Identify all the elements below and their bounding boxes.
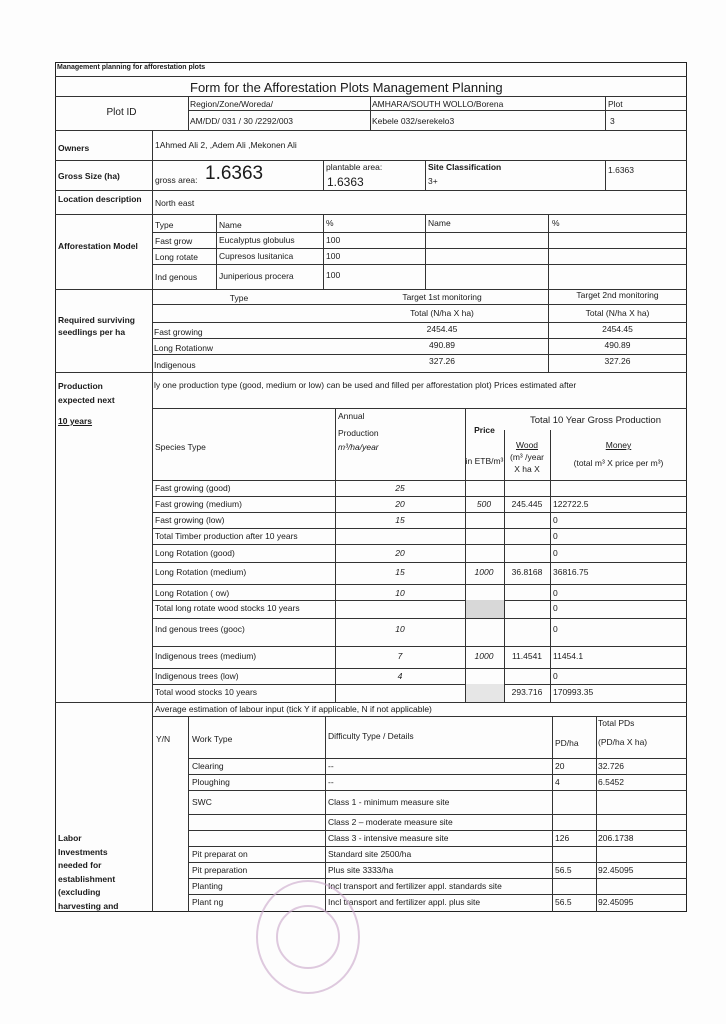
labour-row-detail: Incl transport and fertilizer appl. standards site (328, 881, 502, 891)
production-row-money: 0 (553, 624, 558, 634)
production-row-annual: 20 (395, 548, 405, 558)
annual-header-2: Production (338, 428, 379, 438)
required-row-v1: 2454.45 (426, 324, 458, 334)
production-row-species: Fast growing (good) (155, 483, 231, 493)
required-row-v2: 490.89 (604, 340, 631, 350)
labour-row-detail: Plus site 3333/ha (328, 865, 394, 875)
difficulty-header: Difficulty Type / Details (328, 731, 414, 741)
afforestation-model-label: Afforestation Model (58, 241, 138, 251)
labour-estimation: Average estimation of labour input (tick Y if applicable, N if not applicable) (155, 704, 432, 714)
model-header-name: Name (219, 220, 242, 230)
production-row-wood: 293.716 (511, 687, 543, 697)
production-row-species: Long Rotation ( ow) (155, 588, 230, 598)
production-row-species: Ind genous trees (gooc) (155, 624, 245, 634)
required-type-header: Type (229, 293, 249, 303)
labour-row-total: 92.45095 (598, 865, 634, 875)
required-label: Required surviving seedlings per ha (58, 315, 135, 337)
pdha-header: PD/ha (555, 738, 579, 748)
production-row-annual: 4 (397, 671, 403, 681)
model-row-pct: 100 (326, 251, 341, 261)
money-header-2: (total m³ X price per m³) (573, 458, 664, 468)
gross-area-label: gross area: (155, 175, 198, 185)
model-row-name: Eucalyptus globulus (219, 235, 295, 245)
model-row-type: Fast grow (155, 236, 193, 246)
labour-row-total: 6.5452 (598, 777, 624, 787)
required-row-v2: 327.26 (604, 356, 631, 366)
production-row-species: Long Rotation (good) (155, 548, 235, 558)
gross-area-value: 1.6363 (205, 163, 264, 184)
production-row-wood: 245.445 (511, 499, 543, 509)
labour-row-detail: Class 2 – moderate measure site (328, 817, 453, 827)
required-row-v1: 327.26 (429, 356, 455, 366)
plot-id-label: Plot ID (106, 107, 137, 118)
production-row-wood: 36.8168 (511, 567, 543, 577)
money-header-1: Money (605, 440, 632, 450)
total1-header: Total (N/ha X ha) (410, 308, 474, 318)
plot-value: 3 (610, 116, 615, 126)
labour-row-detail: Class 3 - intensive measure site (328, 833, 449, 843)
total-pds-header-2: (PD/ha X ha) (598, 737, 648, 747)
labour-row-detail: -- (328, 761, 334, 771)
labour-row-pd: 20 (555, 761, 565, 771)
production-row-species: Fast growing (medium) (155, 499, 242, 509)
owners-value: 1Ahmed Ali 2, ,Adem Ali ,Mekonen Ali (155, 140, 297, 150)
production-row-money: 0 (553, 671, 558, 681)
labour-row-work: Pit preparat on (192, 849, 248, 859)
work-type-header: Work Type (192, 734, 233, 744)
plantable-value: 1.6363 (327, 175, 364, 189)
production-row-annual: 15 (395, 567, 405, 577)
location-label: Location description (58, 194, 142, 204)
labour-row-work: Planting (192, 881, 223, 891)
region-value: AMHARA/SOUTH WOLLO/Borena (372, 99, 504, 109)
model-header-pct2: % (552, 218, 560, 228)
labour-row-work: Pit preparation (192, 865, 248, 875)
production-row-annual: 10 (395, 624, 405, 634)
region-label: Region/Zone/Woreda/ (190, 99, 274, 109)
labour-row-total: 206.1738 (598, 833, 634, 843)
labour-row-detail: Class 1 - minimum measure site (328, 797, 450, 807)
site-classification-value: 3+ (428, 176, 438, 186)
site-right-value: 1.6363 (608, 165, 634, 175)
labour-row-work: Clearing (192, 761, 224, 771)
production-row-money: 0 (553, 548, 558, 558)
labour-label: Labor Investments needed for establishment (excluding harvesting and (58, 833, 119, 911)
model-header-name2: Name (428, 218, 451, 228)
plot-code: AM/DD/ 031 / 30 /2292/003 (190, 116, 294, 126)
price-header-2: in ETB/m³ (465, 456, 504, 466)
wood-header-2: (m³ /year (510, 452, 544, 462)
header-small: Management planning for afforestation plots (57, 64, 206, 71)
model-row-pct: 100 (326, 270, 341, 280)
production-row-species: Indigenous trees (low) (155, 671, 239, 681)
form-title: Form for the Afforestation Plots Management Planning (190, 80, 503, 95)
production-row-species: Total long rotate wood stocks 10 years (155, 603, 300, 613)
model-row-name: Cupresos lusitanica (219, 251, 294, 261)
labour-row-total: 92.45095 (598, 897, 634, 907)
production-row-species: Long Rotation (medium) (155, 567, 247, 577)
labour-row-work: SWC (192, 797, 212, 807)
production-row-annual: 10 (395, 588, 405, 598)
labour-row-work: Ploughing (192, 777, 230, 787)
species-type-header: Species Type (155, 442, 206, 452)
labour-row-total: 32.726 (598, 761, 624, 771)
production-label-1: Production (58, 381, 103, 391)
required-row-type: Long Rotationw (154, 343, 214, 353)
labour-row-detail: Standard site 2500/ha (328, 849, 412, 859)
production-row-annual: 25 (395, 483, 405, 493)
required-row-v1: 490.89 (429, 340, 455, 350)
labour-row-detail: -- (328, 777, 334, 787)
annual-header-1: Annual (338, 411, 365, 421)
model-row-type: Long rotate (155, 252, 199, 262)
production-row-wood: 11.4541 (511, 651, 543, 661)
production-row-species: Fast growing (low) (155, 515, 225, 525)
site-classification-label: Site Classification (428, 162, 502, 172)
labour-row-pd: 126 (555, 833, 570, 843)
model-row-pct: 100 (326, 235, 341, 245)
model-row-type: Ind genous (155, 272, 198, 282)
target1-header: Target 1st monitoring (402, 292, 482, 302)
labour-row-detail: Incl transport and fertilizer appl. plus site (328, 897, 481, 907)
model-header-type: Type (155, 220, 174, 230)
production-row-money: 0 (553, 603, 558, 613)
production-row-money: 122722.5 (553, 499, 589, 509)
plantable-label: plantable area: (326, 162, 383, 172)
production-row-money: 170993.35 (553, 687, 594, 697)
required-row-type: Fast growing (154, 327, 203, 337)
production-row-money: 11454.1 (553, 651, 584, 661)
production-row-money: 0 (553, 515, 558, 525)
wood-header-1: Wood (515, 440, 539, 450)
production-row-price: 1000 (474, 567, 494, 577)
production-row-money: 0 (553, 588, 558, 598)
target2-header: Target 2nd monitoring (576, 290, 659, 300)
production-label-2: expected next (58, 395, 115, 405)
production-row-annual: 15 (395, 515, 405, 525)
production-note: ly one production type (good, medium or low) can be used and filled per afforestation plot) Prices estimated after (154, 380, 577, 390)
labour-row-pd: 4 (555, 777, 560, 787)
production-row-annual: 20 (395, 499, 405, 509)
total2-header: Total (N/ha X ha) (585, 308, 650, 318)
price-header-1: Price (474, 425, 495, 435)
production-row-species: Total wood stocks 10 years (155, 687, 258, 697)
kebele-value: Kebele 032/serekelo3 (372, 116, 455, 126)
required-row-type: Indigenous (154, 360, 196, 370)
wood-header-3: X ha X (514, 464, 540, 474)
production-row-money: 36816.75 (553, 567, 589, 577)
production-row-annual: 7 (397, 651, 403, 661)
plot-label: Plot (608, 99, 623, 109)
labour-row-work: Plant ng (192, 897, 224, 907)
production-row-species: Indigenous trees (medium) (155, 651, 257, 661)
production-row-species: Total Timber production after 10 years (155, 531, 298, 541)
model-row-name: Juniperious procera (219, 271, 294, 281)
labour-row-pd: 56.5 (555, 897, 572, 907)
owners-label: Owners (58, 143, 90, 153)
yn-header: Y/N (156, 734, 171, 744)
production-row-money: 0 (553, 531, 558, 541)
required-row-v2: 2454.45 (602, 324, 633, 334)
location-value: North east (155, 198, 195, 208)
production-label-3: 10 years (58, 416, 93, 426)
annual-header-3: m³/ha/year (338, 442, 379, 452)
total-production-header: Total 10 Year Gross Production (530, 415, 661, 426)
official-stamp-inner (276, 905, 340, 969)
production-row-price: 500 (476, 499, 492, 509)
gross-size-label: Gross Size (ha) (58, 171, 120, 181)
total-pds-header-1: Total PDs (598, 718, 635, 728)
production-row-price: 1000 (474, 651, 494, 661)
labour-row-pd: 56.5 (555, 865, 572, 875)
model-header-pct: % (326, 218, 334, 228)
